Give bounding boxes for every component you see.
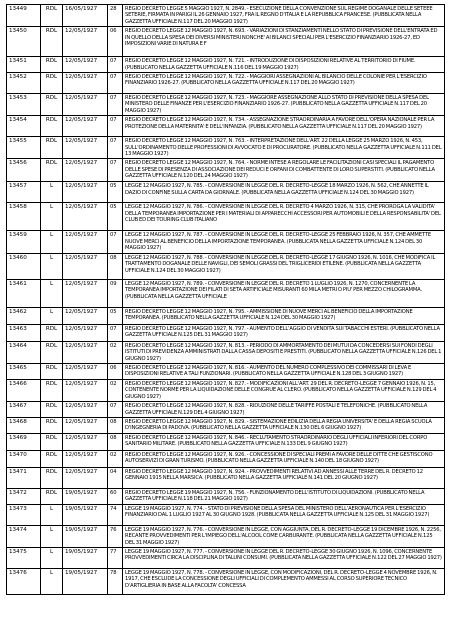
- record-number: 13474: [7, 525, 41, 547]
- table-row: [7, 488, 445, 504]
- act-description: LEGGE 12 MAGGIO 1927, N. 788. - CONVERSIONE IN LEGGE DEL R. DECRETO-LEGGE 17 GIUGNO 1926, N. 1016, CHE MODIFICA IL TRATTAMENTO DOGANALE DELLE NAVIGLI, DEI SEMOLI GRASSI DEL TRIGLICERIDI ETILENE. (PUBBLICATA NELLA GAZZETTA UFFICIALE N.124 DEL 30 MAGGIO 1927): [123, 253, 445, 279]
- page-number: 07: [108, 137, 123, 159]
- act-type: RDL: [41, 341, 63, 363]
- page-number: 05: [108, 203, 123, 231]
- act-type: RDL: [41, 57, 63, 73]
- act-date: 12/05/1927: [63, 137, 108, 159]
- act-date: 19/05/1927: [63, 504, 108, 525]
- page-number: 02: [108, 379, 123, 401]
- act-date: 19/05/1927: [63, 568, 108, 594]
- record-number: 13453: [7, 94, 41, 116]
- page-number: 02: [108, 450, 123, 467]
- act-description: REGIO DECRETO LEGGE 12 MAGGIO 1927, N. 846. - RECLUTAMENTO STRAORDINARIO DEGLI UFFICIALI INFERIORI DEL CORPO SANITARIO MILITARE. (PUBBLICATO NELLA GAZZETTA UFFICIALE N.133 DEL 9 GIUGNO 1927): [123, 433, 445, 450]
- table-row: [7, 203, 445, 231]
- act-type: RDL: [41, 450, 63, 467]
- page-number: 76: [108, 525, 123, 547]
- record-number: 13467: [7, 402, 41, 418]
- act-date: 12/05/1927: [63, 307, 108, 324]
- record-number: 13455: [7, 137, 41, 159]
- act-type: RDL: [41, 324, 63, 341]
- record-number: 13476: [7, 568, 41, 594]
- act-date: 12/05/1927: [63, 402, 108, 418]
- act-description: REGIO DECRETO LEGGE 12 MAGGIO 1927, N. 827. - MODIFICAZIONI ALL'ART. 29 DEL R. DECRETO-LEGGE 7 GENNAIO 1926, N. 15, CONTENENTE NORME PER LA LIQUIDAZIONE DELLE CONGRUE AL CLERO. (PUBBLICATO NELLA GAZZETTA UFFICIALE N.129 DEL 4 GIUGNO 1927): [123, 379, 445, 401]
- page-number: 60: [108, 488, 123, 504]
- act-description: REGIO DECRETO LEGGE 12 MAGGIO 1927, N. 924. - PROVVEDIMENTI RELATIVI AD ANNESSI ALLE TERRE DEL R. DECRETO 12 GENNAIO 1915 NELLA MARSICA. (PUBBLICATO NELLA GAZZETTA UFFICIALE N.141 DEL 20 GIUGNO 1927): [123, 467, 445, 488]
- act-type: RDL: [41, 402, 63, 418]
- act-date: 12/05/1927: [63, 417, 108, 433]
- page-number: 74: [108, 504, 123, 525]
- act-date: 12/05/1927: [63, 379, 108, 401]
- table-row: [7, 182, 445, 203]
- record-number: 13464: [7, 341, 41, 363]
- act-date: 12/05/1927: [63, 450, 108, 467]
- act-description: REGIO DECRETO LEGGE 12 MAGGIO 1927, N. 829. - SISTEMAZIONE EDILIZIA DELLA REGIA UNIVERSITA' E DELLA REGIA SCUOLA D'INGEGNERIA DI PADOVA. (PUBBLICATO NELLA GAZZETTA UFFICIALE N.130 DEL 6 GIUGNO 1927): [123, 417, 445, 433]
- record-number: 13463: [7, 324, 41, 341]
- record-number: 13473: [7, 504, 41, 525]
- act-description: LEGGE 19 MAGGIO 1927, N. 777. - CONVERSIONE IN LEGGE DEL R. DECRETO-LEGGE 30 GIUGNO 1926, N. 1096, CONCERNENTE PROVVEDIMENTI CIRCA LA DISCIPLINA DI TALUNI CONSUMI. (PUBBLICATA NELLA GAZZETTA UFFICIALE N.122 DEL 27 MAGGIO 1927): [123, 547, 445, 568]
- act-type: RDL: [41, 417, 63, 433]
- record-number: 13475: [7, 547, 41, 568]
- table-row: [7, 279, 445, 307]
- act-type: L: [41, 568, 63, 594]
- act-type: RDL: [41, 73, 63, 94]
- page-number: 02: [108, 341, 123, 363]
- act-type: RDL: [41, 363, 63, 379]
- table-row: [7, 73, 445, 94]
- act-date: 12/05/1927: [63, 182, 108, 203]
- record-number: 13470: [7, 450, 41, 467]
- act-description: LEGGE 12 MAGGIO 1927, N. 787. - CONVERSIONE IN LEGGE DEL R. DECRETO-LEGGE 25 FEBBRAIO 1926, N. 357, CHE AMMETTE NUOVE MERCI AL BENEFICIO DELLA IMPORTAZIONE TEMPORANEA. (PUBBLICATA NELLA GAZZETTA UFFICIALE N.124 DEL 30 MAGGIO 1927): [123, 231, 445, 253]
- record-number: 13469: [7, 433, 41, 450]
- act-description: LEGGE 19 MAGGIO 1927, N. 778. - CONVERSIONE IN LEGGE, CON MODIFICAZIONI, DEL R. DECRETO-LEGGE 4 NOVEMBRE 1926, N. 1917, CHE ESCLUDE LA CONCESSIONE DEGLI UFFICIALI DI COMPLEMENTO AMMESSI AL CORSO SUPERIORE TECNICO D'ARTIGLIERIA IN BASE ALLA FACOLTA' CONCESSA: [123, 568, 445, 594]
- act-type: L: [41, 253, 63, 279]
- act-date: 12/05/1927: [63, 363, 108, 379]
- act-description: REGIO DECRETO LEGGE 12 MAGGIO 1927, N. 813. - PERIODO DI AMMORTAMENTO DEI MUTUI DA CONCEDERSI SUI FONDI DEGLI ISTITUTI DI PREVIDENZA AMMINISTRATI DALLA CASSA DEPOSITI E PRESTITI. (PUBBLICATO NELLA GAZZETTA UFFICIALE N.126 DEL 1 GIUGNO 1927): [123, 341, 445, 363]
- page-number: 08: [108, 253, 123, 279]
- table-row: [7, 307, 445, 324]
- table-row: [7, 402, 445, 418]
- table-row: [7, 379, 445, 401]
- page-number: 07: [108, 116, 123, 137]
- page-number: 07: [108, 231, 123, 253]
- page-number: 07: [108, 402, 123, 418]
- page-number: 07: [108, 159, 123, 182]
- act-date: 12/05/1927: [63, 433, 108, 450]
- act-date: 19/05/1927: [63, 525, 108, 547]
- act-type: RDL: [41, 488, 63, 504]
- act-type: RDL: [41, 467, 63, 488]
- act-date: 12/05/1927: [63, 73, 108, 94]
- table-row: [7, 433, 445, 450]
- act-date: 12/05/1927: [63, 341, 108, 363]
- page-number: 08: [108, 433, 123, 450]
- act-date: 12/05/1927: [63, 116, 108, 137]
- record-number: 13458: [7, 203, 41, 231]
- legislation-table: [6, 4, 445, 595]
- page-number: 06: [108, 363, 123, 379]
- page-number: 07: [108, 324, 123, 341]
- record-number: 13472: [7, 488, 41, 504]
- act-type: L: [41, 231, 63, 253]
- table-row: [7, 568, 445, 594]
- record-number: 13456: [7, 159, 41, 182]
- act-type: L: [41, 525, 63, 547]
- page-number: 09: [108, 279, 123, 307]
- act-type: L: [41, 547, 63, 568]
- table-row: [7, 116, 445, 137]
- record-number: 13457: [7, 182, 41, 203]
- act-type: RDL: [41, 116, 63, 137]
- act-type: L: [41, 203, 63, 231]
- act-description: LEGGE 12 MAGGIO 1927, N. 789. - CONVERSIONE IN LEGGE DEL R. DECRETO 1 LUGLIO 1926, N. 1270, CONCERNENTE LA TEMPORANEA IMPORTAZIONE DEI FILATI DI SETA ARTIFICIALE MISURANTI 60 MILA METRI O PIU' PER MEZZO CHILOGRAMMA. (PUBBLICATA NELLA GAZZETTA UFFICIALE: [123, 279, 445, 307]
- record-number: 13454: [7, 116, 41, 137]
- page-number: 05: [108, 182, 123, 203]
- page-number: 04: [108, 467, 123, 488]
- page-number: 07: [108, 94, 123, 116]
- act-description: REGIO DECRETO LEGGE 12 MAGGIO 1927, N. 723. - MAGGIORE ASSEGNAZIONE ALLO STATO DI PREVISIONE DELLA SPESA DEL MINISTERO DELLE FINANZE PER L'ESERCIZIO FINANZIARIO 1926-27. (PUBBLICATO NELLA GAZZETTA UFFICIALE N.117 DEL 20 MAGGIO 1927): [123, 94, 445, 116]
- act-date: 19/05/1927: [63, 547, 108, 568]
- table-row: [7, 417, 445, 433]
- table-row: [7, 467, 445, 488]
- page-number: 77: [108, 547, 123, 568]
- act-date: 12/05/1927: [63, 279, 108, 307]
- record-number: 13460: [7, 253, 41, 279]
- act-date: 19/05/1927: [63, 488, 108, 504]
- act-date: 12/05/1927: [63, 203, 108, 231]
- act-type: RDL: [41, 94, 63, 116]
- table-row: [7, 94, 445, 116]
- act-description: REGIO DECRETO LEGGE 12 MAGGIO 1927, N. 734. - ASSEGNAZIONE STRAORDINARIA A FAVORE DELL'OPERA NAZIONALE PER LA PROTEZIONE DELLA MATERNITA' E DELL'INFANZIA. (PUBBLICATO NELLA GAZZETTA UFFICIALE N.117 DEL 20 MAGGIO 1927): [123, 116, 445, 137]
- table-row: [7, 5, 445, 27]
- act-type: RDL: [41, 137, 63, 159]
- act-description: REGIO DECRETO LEGGE 12 MAGGIO 1927, N. 721. - INTRODUZIONE DI DISPOSIZIONI RELATIVE AL TERRITORIO DI FIUME. (PUBBLICATO NELLA GAZZETTA UFFICIALE N.116 DEL 19 MAGGIO 1927): [123, 57, 445, 73]
- act-description: LEGGE 19 MAGGIO 1927, N. 776. - CONVERSIONE IN LEGGE, CON AGGIUNTA, DEL R. DECRETO-LEGGE 19 DICEMBRE 1926, N. 2256, RECANTE PROVVEDIMENTI PER L'IMPIEGO DELL'ALCOOL COME CARBURANTE. (PUBBLICATA NELLA GAZZETTA UFFICIALE N.125 DEL 31 MAGGIO 1927): [123, 525, 445, 547]
- page-number: 06: [108, 27, 123, 57]
- act-description: REGIO DECRETO LEGGE 12 MAGGIO 1927, N. 926. - CONCESSIONE DI SPECIALI PREMI A FAVORE DELLE DITTE CHE GESTISCONO AUTOSERVIZI DI GRAN TURISMO. (PUBBLICATO NELLA GAZZETTA UFFICIALE N.140 DEL 18 GIUGNO 1927): [123, 450, 445, 467]
- act-description: LEGGE 12 MAGGIO 1927, N. 785. - CONVERSIONE IN LEGGE DEL R. DECRETO-LEGGE 18 MARZO 1926, N. 562, CHE ANNETTE IL DAZIO DI CONFINE SULLA CARTA DA GIORNALE. (PUBBLICATA NELLA GAZZETTA UFFICIALE N.124 DEL 30 MAGGIO 1927): [123, 182, 445, 203]
- table-row: [7, 525, 445, 547]
- table-row: [7, 231, 445, 253]
- record-number: 13461: [7, 279, 41, 307]
- act-description: REGIO DECRETO LEGGE 12 MAGGIO 1927, N. 828. - RIDUZIONE DELLE TARIFFE POSTALI E TELEFONICHE. (PUBBLICATO NELLA GAZZETTA UFFICIALE N.129 DEL 4 GIUGNO 1927): [123, 402, 445, 418]
- record-number: 13468: [7, 417, 41, 433]
- table-row: [7, 341, 445, 363]
- table-row: [7, 253, 445, 279]
- page-number: 78: [108, 568, 123, 594]
- table-row: [7, 57, 445, 73]
- page-number: 07: [108, 73, 123, 94]
- table-row: [7, 504, 445, 525]
- record-number: 13452: [7, 73, 41, 94]
- act-type: L: [41, 307, 63, 324]
- act-type: RDL: [41, 433, 63, 450]
- act-date: 12/05/1927: [63, 231, 108, 253]
- table-row: [7, 547, 445, 568]
- record-number: 13462: [7, 307, 41, 324]
- act-date: 12/05/1927: [63, 467, 108, 488]
- document-sheet: [6, 4, 445, 595]
- record-number: 13459: [7, 231, 41, 253]
- page-number: 08: [108, 417, 123, 433]
- act-date: 12/05/1927: [63, 253, 108, 279]
- act-description: LEGGE 19 MAGGIO 1927, N. 774. - STATO DI PREVISIONE DELLA SPESA DEL MINISTERO DELL'AERONAUTICA PER L'ESERCIZIO FINANZIARIO DAL 1 LUGLIO 1927 AL 30 GIUGNO 1928. (PUBBLICATA NELLA GAZZETTA UFFICIALE N.125 DEL 31 MAGGIO 1927): [123, 504, 445, 525]
- act-description: REGIO DECRETO LEGGE 12 MAGGIO 1927, N. 816. - AUMENTO DEL NUMERO COMPLESSIVO DEI COMMISSARI DI LEVA E DISPOSIZIONI RELATIVE A TALI FUNZIONARI. (PUBBLICATO NELLA GAZZETTA UFFICIALE N.128 DEL 3 GIUGNO 1927): [123, 363, 445, 379]
- record-number: 13449: [7, 5, 41, 27]
- table-row: [7, 27, 445, 57]
- act-type: L: [41, 504, 63, 525]
- table-row: [7, 137, 445, 159]
- page-number: 28: [108, 5, 123, 27]
- act-type: L: [41, 182, 63, 203]
- table-body: [7, 5, 445, 595]
- table-row: [7, 363, 445, 379]
- page-number: 07: [108, 57, 123, 73]
- act-type: RDL: [41, 379, 63, 401]
- table-row: [7, 324, 445, 341]
- record-number: 13465: [7, 363, 41, 379]
- act-date: 12/05/1927: [63, 159, 108, 182]
- act-description: REGIO DECRETO LEGGE 12 MAGGIO 1927, N. 795. - AMMISSIONE DI NUOVE MERCI AL BENEFICIO DELLA IMPORTAZIONE TEMPORANEA. (PUBBLICATO NELLA GAZZETTA UFFICIALE N.124 DEL 30 MAGGIO 1927): [123, 307, 445, 324]
- act-type: RDL: [41, 5, 63, 27]
- act-description: REGIO DECRETO LEGGE 5 MAGGIO 1927, N. 2849. - ESECUZIONE DELLA CONVENZIONE SUL REGIME DOGANALE DELLE SETEEE SETERIE, FIRMATA IN PARIGI IL 26 GENNAIO 1927, FRA IL REGNO D'ITALIA E LA REPUBBLICA FRANCESE. (PUBBLICATA NELLA GAZZETTA UFFICIALE N.117 DEL 20 MAGGIO 1927): [123, 5, 445, 27]
- act-date: 12/05/1927: [63, 324, 108, 341]
- act-description: REGIO DECRETO LEGGE 12 MAGGIO 1927, N. 693. - VARIAZIONI DI STANZIAMENTI NELLO STATO DI PREVISIONE DELL'ENTRATA ED IN QUELLO DELLA SPESA DEI DIVERSI MINISTERI NONCHE' AI BILANCI SPECIALI PER L'ESERCIZIO FINANZIARIO 1926-27, ED IMPOSIZIONI VARIE DI NATURA E F: [123, 27, 445, 57]
- act-type: RDL: [41, 159, 63, 182]
- act-date: 16/05/1927: [63, 5, 108, 27]
- record-number: 13466: [7, 379, 41, 401]
- record-number: 13471: [7, 467, 41, 488]
- act-description: REGIO DECRETO LEGGE 19 MAGGIO 1927, N. 756. - FUNZIONAMENTO DELL'ISTITUTO DI LIQUIDAZIONI. (PUBBLICATO NELLA GAZZETTA UFFICIALE N.118 DEL 21 MAGGIO 1927): [123, 488, 445, 504]
- act-description: REGIO DECRETO LEGGE 12 MAGGIO 1927, N. 722. - MAGGIORI ASSEGNAZIONI AL BILANCIO DELLE COLONIE PER L'ESERCIZIO FINANZIARIO 1926-27. (PUBBLICATO NELLA GAZZETTA UFFICIALE N.117 DEL 20 MAGGIO 1927): [123, 73, 445, 94]
- act-description: REGIO DECRETO LEGGE 12 MAGGIO 1927, N. 763. - INTERPRETAZIONE DELL'ART. 22 DELLA LEGGE 25 MARZO 1926, N. 453, SULL'ORDINAMENTO DELLE PROFESSIONI DI AVVOCATO E DI PROCURATORE. (PUBBLICATO NELLA GAZZETTA UFFICIALE N.111 DEL 13 MAGGIO 1927): [123, 137, 445, 159]
- page-number: 05: [108, 307, 123, 324]
- act-type: RDL: [41, 27, 63, 57]
- record-number: 13451: [7, 57, 41, 73]
- act-description: REGIO DECRETO LEGGE 12 MAGGIO 1927, N. 797. - AUMENTO DELL'AGGIO DI VENDITA SUI TABACCHI ESTERI. (PUBBLICATO NELLA GAZZETTA UFFICIALE N.125 DEL 31 MAGGIO 1927): [123, 324, 445, 341]
- act-description: LEGGE 12 MAGGIO 1927, N. 786. - CONVERSIONE IN LEGGE DEL R. DECRETO 4 MARZO 1926, N. 315, CHE PROROGA LA VALIDITA' DELLA TEMPORANEA IMPORTAZIONE PER I MATERIALI DI APPARECCHI ACCESSORI PER AUTOMOBILI E DELLA RESPONSABILITA' DEL CLUB ED DEI TOURING CLUB ITALIANO: [123, 203, 445, 231]
- act-date: 12/05/1927: [63, 94, 108, 116]
- table-row: [7, 159, 445, 182]
- act-type: L: [41, 279, 63, 307]
- act-date: 12/05/1927: [63, 57, 108, 73]
- act-date: 12/05/1927: [63, 27, 108, 57]
- act-description: REGIO DECRETO LEGGE 12 MAGGIO 1927, N. 764. - NORME INTESE A REGOLARE LE FACILITAZIONI CASI SPECIALI IL PAGAMENTO DELLE SPESE DI PRESENZA DI ASSOCIAZIONE DEI REDUCI E ORFANI DI COMBATTENTE DI LORO SUPERSTITI. (PUBBLICATO NELLA GAZZETTA UFFICIALE N.120 DEL 24 MAGGIO 1927): [123, 159, 445, 182]
- record-number: 13450: [7, 27, 41, 57]
- table-row: [7, 450, 445, 467]
